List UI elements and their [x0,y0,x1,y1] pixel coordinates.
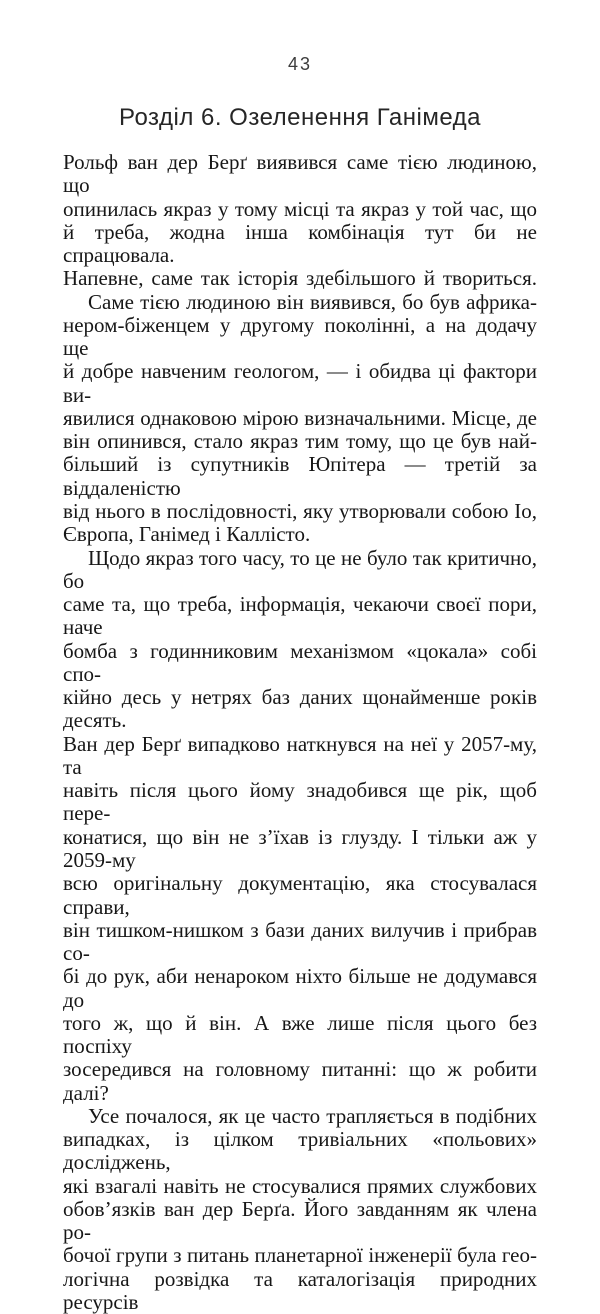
text-line: Усе почалося, як це часто трапляється в подібних [88,1103,537,1128]
text-line: опинилась якраз у тому місці та якраз у той час, що [63,196,537,221]
paragraph [63,291,537,547]
paragraph [63,151,537,291]
text-line: Ван дер Берґ випадково наткнувся на неї у 2057-му, та [63,731,537,779]
text-line: Рольф ван дер Берґ виявився саме тією людиною, що [63,150,537,198]
text-line: бі до рук, аби ненароком ніхто більше не додумався до [63,964,537,1012]
text-line: нером-біженцем у другому поколінні, а на додачу ще [63,312,537,361]
text-line: конатися, що він не з’їхав із глузду. І тільки аж у 2059-му [63,824,537,872]
text-line: й треба, жодна інша комбінація тут би не спрацювала. [63,219,537,268]
text-line: бочої групи з питань планетарної інженерії була гео- [63,1243,537,1268]
paragraph [63,547,537,1105]
text-line: зосередився на головному питанні: що ж робити далі? [63,1057,537,1105]
text-line: явилися однаковою мірою визначальними. Місце, де [63,405,537,430]
text-line: того ж, що й він. А вже лише після цього без поспіху [63,1010,537,1059]
text-line: саме та, що треба, інформація, чекаючи своєї пори, наче [63,592,537,640]
text-line: логічна розвідка та каталогізація природних ресурсів [63,1266,537,1314]
text-block [63,151,537,1314]
text-line: більший із супутників Юпітера — третій за віддаленістю [63,452,537,500]
page-number: 43 [287,54,313,74]
text-line: обов’язків ван дер Берґа. Його завданням як члена ро- [63,1196,537,1245]
text-line: й добре навченим геологом, — і обидва ці фактори ви- [63,359,537,407]
text-line: Напевне, саме так історія здебільшого й твориться. [63,266,537,291]
text-line: які взагалі навіть не стосувалися прямих службових [63,1173,537,1198]
text-line: Європа, Ганімед і Каллісто. [63,522,311,547]
chapter-title: Розділ 6. Озеленення Ганімеда [118,104,482,131]
text-line: він опинився, стало якраз тим тому, що це був най- [63,429,537,454]
text-line: Саме тією людиною він виявився, бо був африка- [88,289,537,314]
text-line: випадках, із цілком тривіальних «польових» досліджень, [63,1127,537,1175]
text-line: бомба з годинниковим механізмом «цокала» собі спо- [63,638,537,686]
text-line: Щодо якраз того часу, то це не було так критично, бо [63,545,537,593]
text-line: навіть після цього йому знадобився ще рік, щоб пере- [63,778,537,826]
paragraph [63,1105,537,1314]
text-line: він тишком-нишком з бази даних вилучив і прибрав со- [63,917,537,966]
text-line: кійно десь у нетрях баз даних щонайменше років десять. [63,685,537,733]
text-line: всю оригінальну документацію, яка стосувалася справи, [63,871,537,919]
text-line: від нього в послідовності, яку утворювали собою Іо, [63,498,537,523]
